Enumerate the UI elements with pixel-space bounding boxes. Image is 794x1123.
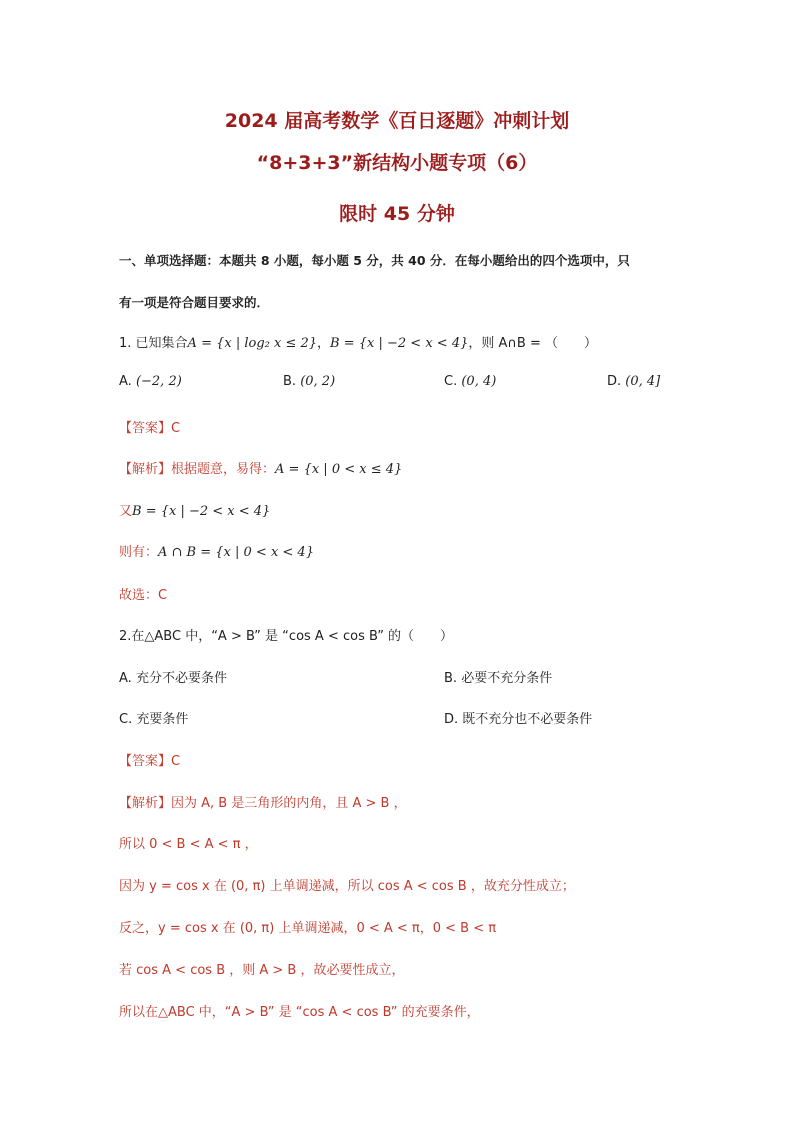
q2-option-d — [444, 708, 592, 727]
q1-set-b: B = {x | −2 < x < 4} — [330, 336, 469, 351]
option-value: (0, 2) — [300, 374, 336, 389]
q2-answer — [119, 750, 180, 769]
q2-option-c — [119, 708, 188, 727]
analysis-text: 则有： — [119, 545, 159, 560]
q2-analysis-line-4: 反之，y = cos x 在 (0, π) 上单调递减，0 < A < π，0 < B < π — [119, 921, 497, 936]
option-label: C. — [444, 374, 458, 389]
q1-answer — [119, 417, 180, 436]
analysis-math: B = {x | −2 < x < 4} — [132, 504, 271, 519]
option-label: A. — [119, 671, 132, 686]
option-value: 必要不充分条件 — [461, 671, 553, 686]
analysis-text: 因为 A, B 是三角形的内角，且 A > B ， — [171, 796, 407, 811]
analysis-text: 根据题意，易得： — [171, 462, 276, 477]
q1-option-c — [444, 374, 496, 389]
q2-analysis-line-1 — [119, 792, 407, 811]
q1-option-b — [283, 374, 335, 389]
option-label: A. — [119, 374, 132, 389]
option-label: B. — [444, 671, 458, 686]
question-2-stem: 2.在△ABC 中，“A > B” 是 “cos A < cos B” 的（ ） — [119, 629, 454, 644]
q1-option-d — [607, 374, 660, 389]
q1-analysis-line-2 — [119, 500, 270, 519]
q2-option-b — [444, 667, 552, 686]
q1-stem-suffix: ，则 A∩B = （ ） — [468, 336, 597, 351]
analysis-text: 又 — [119, 504, 133, 519]
section-heading-line-1: 一、单项选择题：本题共 8 小题，每小题 5 分，共 40 分．在每小题给出的四个选项中，只 — [119, 253, 630, 268]
q1-analysis-line-4: 故选：C — [119, 588, 168, 603]
option-value: 充分不必要条件 — [135, 671, 227, 686]
title-line-2: “8+3+3”新结构小题专项（6） — [256, 152, 538, 174]
question-1-stem — [119, 332, 597, 351]
q1-analysis-line-1 — [119, 458, 402, 477]
option-value: (0, 4] — [625, 374, 661, 389]
option-label: B. — [283, 374, 297, 389]
q1-option-a — [119, 374, 182, 389]
analysis-math: A ∩ B = {x | 0 < x < 4} — [158, 545, 314, 560]
q1-separator: ， — [317, 336, 331, 351]
title-line-3: 限时 45 分钟 — [339, 203, 455, 225]
analysis-label: 【解析】 — [119, 462, 172, 477]
q1-set-a: A = {x | log₂ x ≤ 2} — [187, 336, 318, 351]
q1-analysis-line-3 — [119, 541, 314, 560]
answer-label: 【答案】 — [119, 754, 172, 769]
option-label: D. — [444, 712, 459, 727]
option-label: D. — [607, 374, 622, 389]
q1-stem-prefix: 1. 已知集合 — [119, 336, 188, 351]
q2-analysis-line-3: 因为 y = cos x 在 (0, π) 上单调递减，所以 cos A < cos B ，故充分性成立； — [119, 879, 575, 894]
option-value: 既不充分也不必要条件 — [462, 712, 593, 727]
option-label: C. — [119, 712, 133, 727]
q2-analysis-line-6: 所以在△ABC 中，“A > B” 是 “cos A < cos B” 的充要条件， — [119, 1005, 480, 1020]
option-value: 充要条件 — [136, 712, 189, 727]
q2-analysis-line-5: 若 cos A < cos B ，则 A > B ，故必要性成立， — [119, 963, 405, 978]
option-value: (−2, 2) — [135, 374, 182, 389]
q2-analysis-line-2: 所以 0 < B < A < π ， — [119, 837, 258, 852]
section-heading-line-2: 有一项是符合题目要求的． — [119, 295, 270, 310]
answer-value: C — [171, 421, 181, 436]
q2-option-a — [119, 667, 227, 686]
option-value: (0, 4) — [461, 374, 497, 389]
analysis-label: 【解析】 — [119, 796, 172, 811]
answer-label: 【答案】 — [119, 421, 172, 436]
title-line-1: 2024 届高考数学《百日逐题》冲刺计划 — [224, 110, 570, 132]
answer-value: C — [171, 754, 181, 769]
analysis-math: A = {x | 0 < x ≤ 4} — [275, 462, 403, 477]
